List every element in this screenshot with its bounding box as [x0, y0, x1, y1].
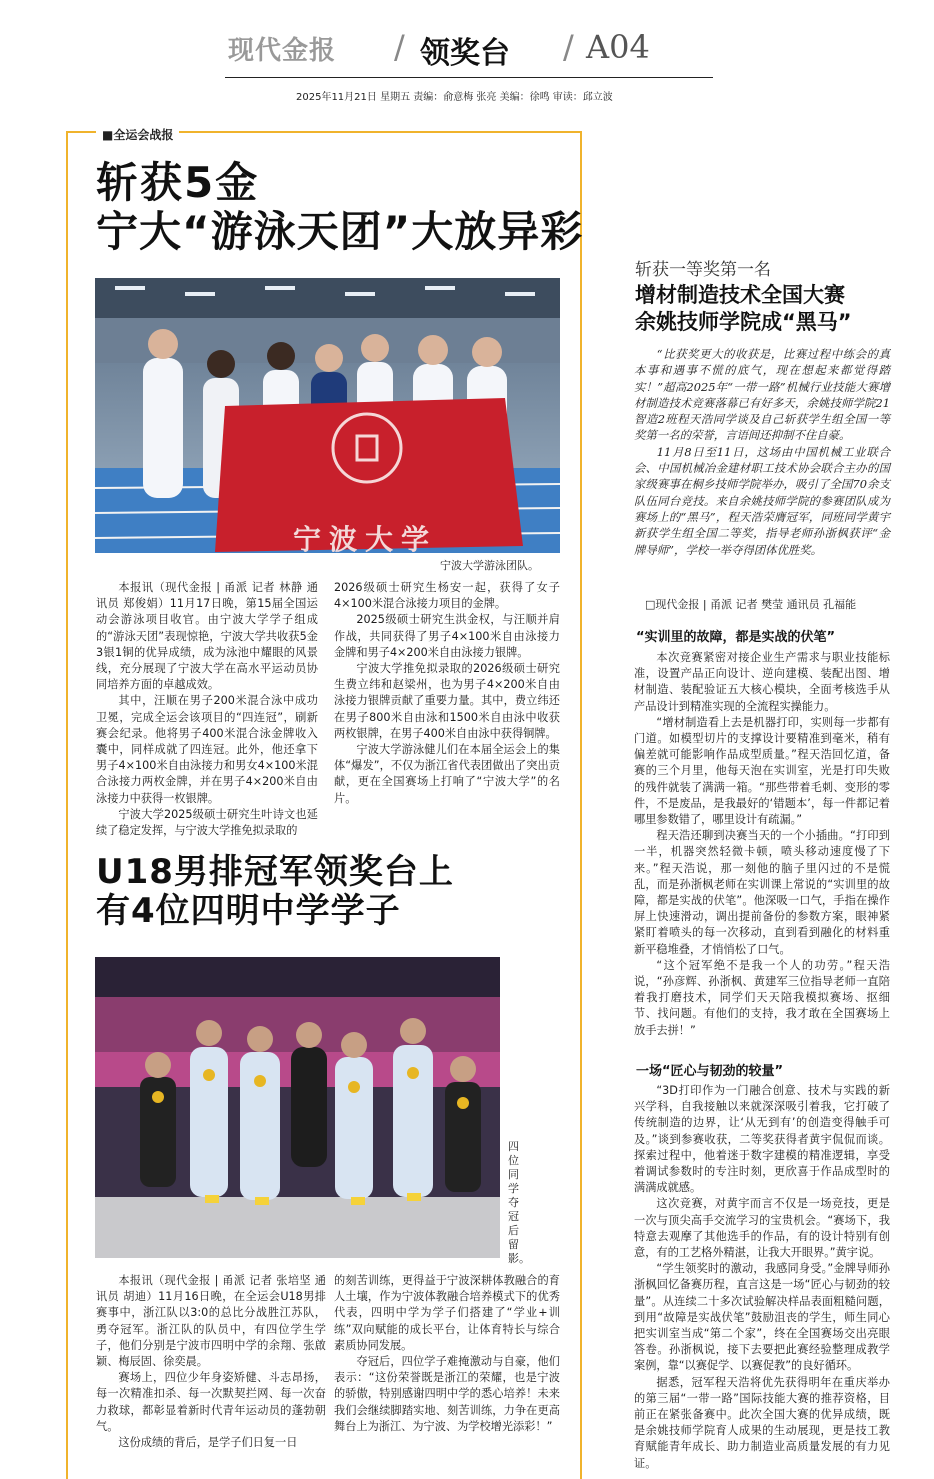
story3-subhead-1: “实训里的故障，都是实战的伏笔” [636, 630, 836, 645]
flag-lettering: 宁波大学 [293, 523, 438, 556]
paragraph: 宁波大学2025级硕士研究生叶诗文也延续了稳定发挥，与宁波大学推免拟录取的 [96, 807, 318, 838]
story1-headline-line2: 宁大“游泳天团”大放异彩 [96, 207, 584, 256]
story1-column-2 [334, 580, 560, 810]
paragraph: 程天浩还聊到决赛当天的一个小插曲。“打印到一半，机器突然轻微卡顿，喷头移动速度慢了下来。”程天浩说，那一刻他的脑子里闪过的不是慌乱，而是孙浙枫老师在实训课上常说的“实训里的故障，都是实战的伏笔”。他深吸一口气，手指在操作屏上快速滑动，调出提前备份的参数方案，眼神紧紧盯着喷头的每一次移动，直到看到融化的材料重新平稳堆叠，才悄悄松了口气。 [634, 829, 890, 956]
paragraph: 夺冠后，四位学子难掩激动与自豪，他们表示：“这份荣誉既是浙江的荣耀，也是宁波的骄傲，特别感谢四明中学的悉心培养！未来我们会继续脚踏实地、刻苦训练，力争在更高舞台上为浙江、为宁波、为学校增光添彩！” [334, 1355, 560, 1433]
paragraph: “学生领奖时的激动，我感同身受。”金牌导师孙浙枫回忆备赛历程，直言这是一场“匠心与韧劲的较量”。从连续二十多次试验解决样品表面粗糙问题，到用“故障是实战伏笔”鼓励沮丧的学生，师生同心把实训室当成“第二个家”，终在全国赛场交出亮眼答卷。孙浙枫说，接下去要把此赛经验整理成教学案例，靠“以赛促学、以赛促教”的良好循环。 [634, 1262, 890, 1373]
story3-headline-line2: 余姚技师学院成“黑马” [635, 310, 852, 334]
paragraph: 本报讯（现代金报 | 甬派 记者 张培坚 通讯员 胡迪）11月16日晚，在全运会U18男排赛事中，浙江队以3:0的总比分战胜江苏队，勇夺冠军。浙江队的队员中，有四位学生学子，他们分别是宁波市四明中学的余翔、张啟颖、梅辰固、徐奕晨。 [96, 1274, 326, 1369]
paragraph: 本次竞赛紧密对接企业生产需求与职业技能标准，设置产品正向设计、逆向建模、装配出图、增材制造、装配验证五大核心模块，全面考核选手从产品设计到精准实现的全流程实操能力。 [634, 651, 890, 713]
story3-body-1 [634, 650, 890, 1048]
story2-column-1 [96, 1273, 326, 1479]
story2-headline-line2: 有4位四明中学学子 [96, 891, 401, 931]
paragraph: 本报讯（现代金报 | 甬派 记者 林静 通讯员 郑俊娟）11月17日晚，第15届全国运动会游泳项目收官。由宁波大学学子组成的“游泳天团”表现惊艳，宁波大学共收获5金3银1铜的优异成绩，成为泳池中耀眼的风景线，充分展现了宁波大学在高水平运动员协同培养方面的卓越成效。 [96, 581, 318, 692]
story3-byline: □现代金报 | 甬派 记者 樊莹 通讯员 孔福能 [645, 598, 857, 611]
paragraph: 宁波大学游泳健儿们在本届全运会上的集体“爆发”，不仅为浙江省代表团做出了突出贡献，更在全国赛场上打响了“宁波大学”的名片。 [334, 743, 560, 805]
story3-body-2 [634, 1083, 890, 1479]
story2-column-2 [334, 1273, 560, 1479]
dateline: 2025年11月21日 星期五 责编：俞意梅 张亮 美编：徐鸣 审读：邱立波 [296, 92, 613, 103]
paragraph: “增材制造看上去是机器打印，实则每一步都有门道。如模型切片的支撑设计要精准到毫米，稍有偏差就可能影响作品成型质量。”程天浩回忆道，备赛的三个月里，他每天泡在实训室，光是打印失败的残件就装了满满一箱。“那些带着毛刺、变形的零件，不是废品，是我最好的‘错题本’，每一件都记着哪里参数错了，哪里设计有疏漏。” [634, 715, 890, 827]
paragraph: 2025级硕士研究生洪金权，与汪顺并肩作战，共同获得了男子4×100米自由泳接力金牌和男子4×200米自由泳接力银牌。 [334, 613, 560, 659]
paragraph: “这个冠军绝不是我一个人的功劳。”程天浩说，“孙彦辉、孙浙枫、黄建军三位指导老师一直陪着我打磨技术，同学们天天陪我模拟赛场、抠细节、找问题。有他们的支持，我才敢在全国赛场上放手去拼！” [634, 958, 890, 1037]
masthead-brand: 现代金报 [228, 36, 337, 66]
masthead-page-number: A04 [586, 28, 650, 66]
story3-headline-line1: 增材制造技术全国大赛 [635, 283, 845, 307]
story1-column-1 [96, 580, 318, 838]
paragraph: 其中，汪顺在男子200米混合泳中成功卫冕，完成全运会该项目的“四连冠”，刷新赛会纪录。他将男子400米混合泳金牌收入囊中，同样成就了四连冠。此外，他还拿下男子4×100米自由泳接力和男女4×100米混合泳接力两枚金牌，并在男子4×200米自由泳接力中获得一枚银牌。 [96, 694, 318, 805]
masthead-divider: / [394, 28, 405, 66]
paragraph: “比获奖更大的收获是，比赛过程中练会的真本事和遇事不慌的底气，现在想起来都觉得踏实！”超高2025年“一带一路”机械行业技能大赛增材制造技术竞赛落幕已有好多天，余姚技师学院21智造2班程天浩同学谈及自己斩获学生组全国一等奖第一名的荣誉，言语间还抑制不住自豪。 [634, 347, 890, 443]
masthead-divider: / [563, 28, 574, 66]
swim-team-photo [95, 278, 560, 556]
paragraph: 宁波大学推免拟录取的2026级硕士研究生费立纬和赵梁州，也为男子4×200米自由泳接力银牌贡献了重要力量。其中，费立纬还在男子800米自由泳和1500米自由泳中收获两枚银牌，在男子400米自由泳中获得铜牌。 [334, 662, 560, 740]
story2-headline-line1: U18男排冠军领奖台上 [96, 852, 454, 892]
story1-headline-line1: 斩获5金 [96, 158, 260, 207]
masthead-section: 领奖台 [420, 36, 510, 71]
paragraph: 的刻苦训练，更得益于宁波深耕体教融合的育人土壤，作为宁波体教融合培养模式下的优秀代表，四明中学为学子们搭建了“学业+训练”双向赋能的成长平台，让体育特长与综合素质协同发展。 [334, 1274, 560, 1352]
photo2-caption: 四位同学夺冠后留影。 [508, 1140, 530, 1265]
paragraph: 11月8日至11日，这场由中国机械工业联合会、中国机械冶金建材职工技术协会联合主办的国家级赛事在桐乡技师学院举办，吸引了全国70余支队伍同台竞技。来自余姚技师学院的参赛团队成为赛场上的“黑马”，程天浩荣膺冠军，同班同学黄宇新获学生组全国二等奖，指导老师孙浙枫获评“金牌导师”，学校一举夺得团体优胜奖。 [634, 444, 890, 557]
paragraph: “3D打印作为一门融合创意、技术与实践的新兴学科，自我接触以来就深深吸引着我，它打破了传统制造的边界，让‘从无到有’的创造变得触手可及。”谈到参赛收获，二等奖获得者黄宇侃侃而谈。探索过程中，他着迷于数字建模的精准逻辑，享受着调试参数时的专注时刻，更欣喜于作品成型时的满满成就感。 [634, 1084, 890, 1195]
story3-subhead-2: 一场“匠心与韧劲的较量” [636, 1064, 784, 1079]
volleyball-team-photo [95, 957, 500, 1258]
paragraph: 据悉，冠军程天浩将优先获得明年在重庆举办的第三届“一带一路”国际技能大赛的推荐资格，目前正在紧张备赛中。此次全国大赛的优异成绩，既是余姚技师学院育人成果的生动展现，更是技工教育赋能青年成长、助力制造业高质量发展的有力见证。 [634, 1375, 890, 1470]
section-tag: ■全运会战报 [96, 126, 179, 143]
photo1-caption: 宁波大学游泳团队。 [440, 559, 539, 572]
paragraph: 这次竞赛，对黄宇而言不仅是一场竞技，更是一次与顶尖高手交流学习的宝贵机会。“赛场下，我特意去观摩了其他选手的作品，有的设计特别有创意，有的工艺格外精湛，让我大开眼界。”黄宇说。 [634, 1197, 890, 1260]
paragraph: 赛场上，四位少年身姿矫健、斗志昂扬，每一次精准扣杀、每一次默契拦网、每一次奋力救球，都彰显着新时代青年运动员的蓬勃朝气。 [96, 1371, 326, 1433]
paragraph: 这份成绩的背后，是学子们日复一日 [118, 1436, 298, 1450]
story3-intro [634, 346, 890, 558]
paragraph: 2026级硕士研究生杨安一起，获得了女子4×100米混合泳接力项目的金牌。 [334, 581, 560, 611]
masthead-rule [225, 77, 713, 78]
story3-kicker: 斩获一等奖第一名 [635, 260, 771, 280]
